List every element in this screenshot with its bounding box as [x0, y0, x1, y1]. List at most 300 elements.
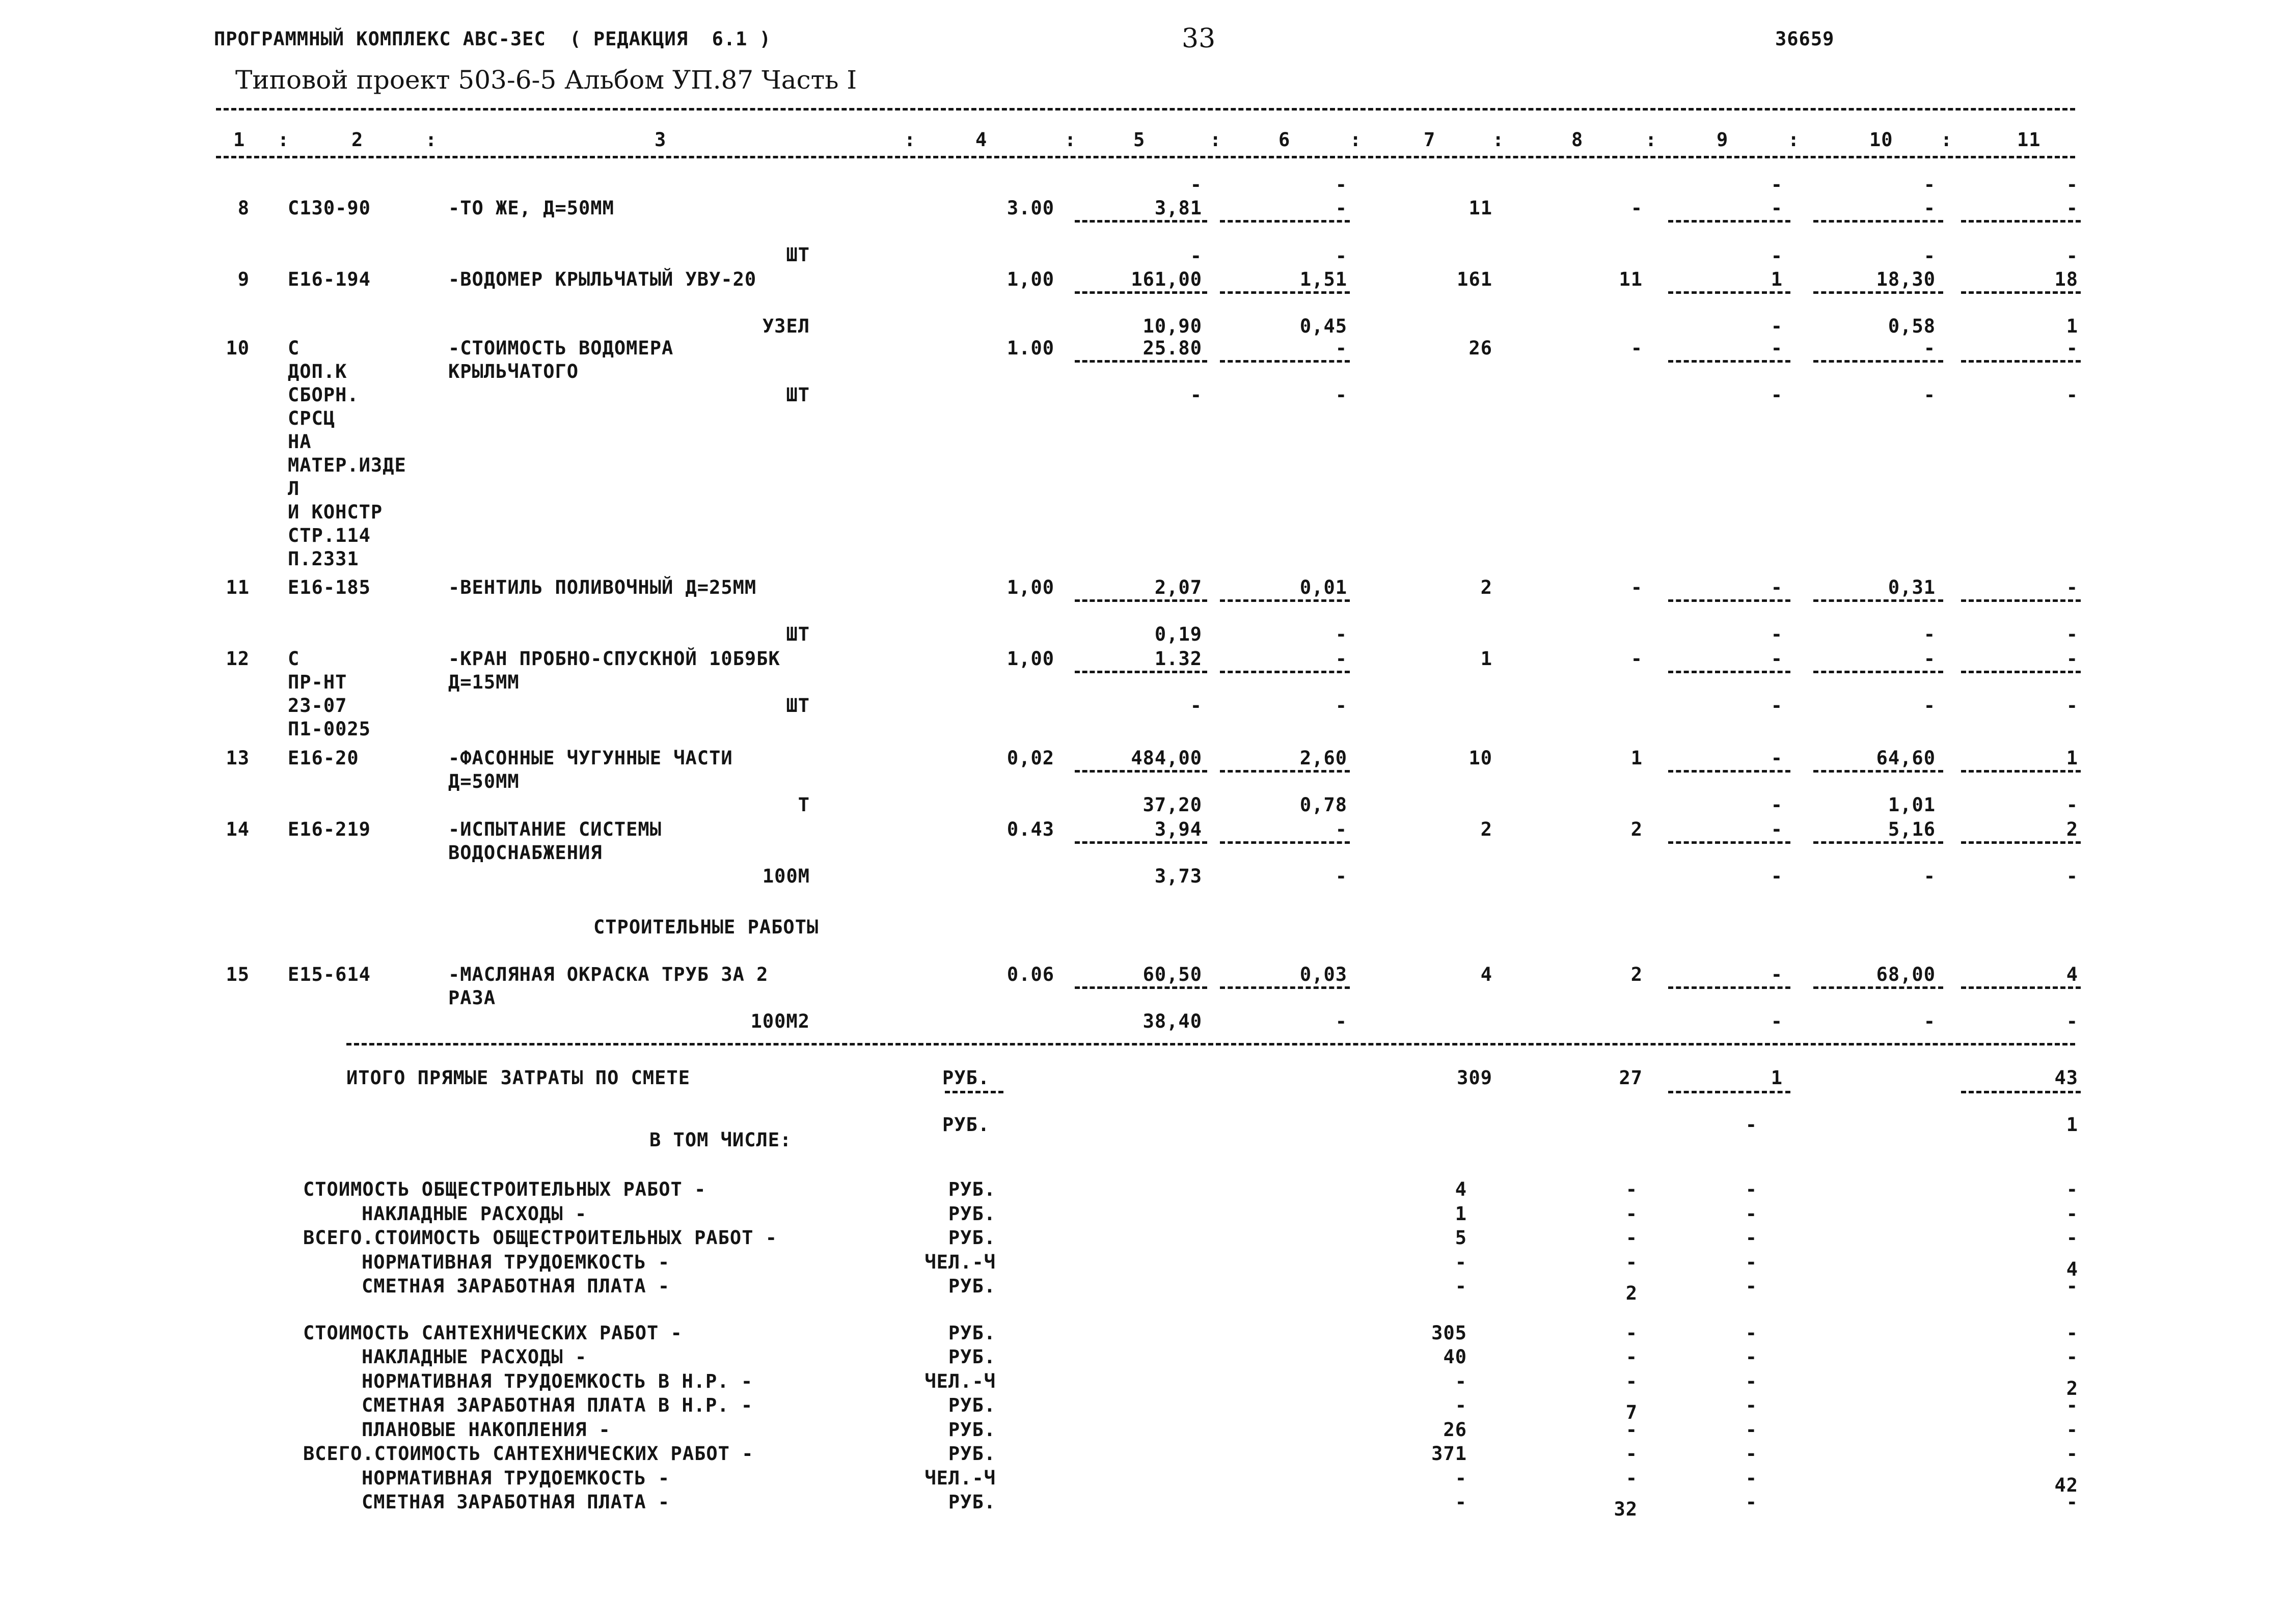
row-col8: 2: [1630, 818, 1643, 840]
row-code: СТР.114: [288, 525, 371, 546]
column-header-8: 8: [1571, 129, 1584, 151]
row-col7: 2: [1480, 576, 1492, 598]
row-col6: 0,01: [1299, 576, 1347, 598]
row-description: -МАСЛЯНАЯ ОКРАСКА ТРУБ ЗА 2: [448, 964, 769, 985]
row-rule-col6: [1220, 220, 1350, 223]
row-code: П1-0025: [288, 718, 371, 740]
row-unit: ШТ: [786, 623, 810, 645]
row-rule-col10: [1813, 360, 1943, 363]
row-col7: 11: [1468, 197, 1492, 219]
row-col7: 2: [1480, 818, 1492, 840]
row-top-col10: -: [1923, 174, 1936, 196]
row-description: РАЗА: [448, 987, 496, 1009]
total-col8: 27: [1619, 1067, 1643, 1089]
row-description: -ВОДОМЕР КРЫЛЬЧАТЫЙ УВУ-20: [448, 268, 757, 290]
row-code: ПР-НТ: [288, 671, 347, 693]
row-rule-col5: [1075, 220, 1207, 223]
summary-unit: РУБ.: [948, 1346, 996, 1368]
summary-col7: 26: [1443, 1418, 1467, 1441]
section-title: СТРОИТЕЛЬНЫЕ РАБОТЫ: [593, 916, 819, 938]
row-code: СРСЦ: [288, 407, 336, 429]
summary-col11: -: [2066, 1227, 2078, 1249]
row-code: С: [288, 648, 300, 670]
row-number: 15: [226, 964, 250, 985]
row-rule-col11: [1961, 220, 2081, 223]
row-description: -СТОИМОСТЬ ВОДОМЕРА: [448, 337, 674, 359]
row-quantity: 0.43: [1006, 818, 1054, 840]
row-top-col11: -: [2066, 174, 2078, 196]
summary-col9: -: [1745, 1227, 1757, 1249]
row-col10-second: 1,01: [1888, 794, 1936, 816]
row-col9-second: -: [1771, 865, 1783, 887]
header-rule-top: [216, 108, 2075, 111]
row-description: ВОДОСНАБЖЕНИЯ: [448, 842, 603, 864]
row-col5-second: 3,73: [1154, 865, 1202, 887]
row-quantity: 1,00: [1006, 576, 1054, 598]
row-col5-second: 0,19: [1154, 623, 1202, 645]
row-col10-second: -: [1923, 695, 1936, 717]
summary-label: НАКЛАДНЫЕ РАСХОДЫ -: [362, 1202, 587, 1225]
total-col7: 309: [1457, 1067, 1492, 1089]
summary-unit: РУБ.: [948, 1491, 996, 1513]
row-description: -ИСПЫТАНИЕ СИСТЕМЫ: [448, 818, 662, 840]
row-number: 13: [226, 747, 250, 769]
summary-label: ВСЕГО.СТОИМОСТЬ САНТЕХНИЧЕСКИХ РАБОТ -: [303, 1443, 754, 1465]
row-rule-col5: [1075, 770, 1207, 773]
column-separator: :: [1788, 129, 1800, 151]
row-col10: 0,31: [1888, 576, 1936, 598]
total-rule-col9: [1668, 1091, 1790, 1093]
summary-col8: 7: [1625, 1401, 1638, 1423]
row-code: И КОНСТР: [288, 501, 383, 523]
row-col6-second: -: [1335, 384, 1347, 406]
row-rule-col6: [1220, 770, 1350, 773]
row-code: СБОРН.: [288, 384, 359, 406]
summary-col8: -: [1625, 1178, 1638, 1200]
row-col7: 4: [1480, 964, 1492, 985]
row-top-col5: -: [1190, 245, 1202, 267]
summary-col7: 305: [1431, 1322, 1467, 1344]
row-description: -ТО ЖЕ, Д=50ММ: [448, 197, 614, 219]
summary-col9: -: [1745, 1178, 1757, 1200]
row-col6: -: [1335, 648, 1347, 670]
row-col11: -: [2066, 197, 2078, 219]
row-col9: -: [1771, 747, 1783, 769]
summary-col9: -: [1745, 1443, 1757, 1465]
row-col6-second: -: [1335, 1010, 1347, 1032]
row-rule-col11: [1961, 986, 2081, 989]
row-rule-col10: [1813, 770, 1943, 773]
summary-col9: -: [1745, 1370, 1757, 1392]
row-rule-col10: [1813, 220, 1943, 223]
row-rule-col9: [1668, 599, 1790, 602]
column-separator: :: [1645, 129, 1657, 151]
summary-col8: -: [1625, 1202, 1638, 1225]
row-col9-second: -: [1771, 794, 1783, 816]
row-col8: -: [1630, 648, 1643, 670]
row-top-col6: -: [1335, 174, 1347, 196]
column-header-9: 9: [1717, 129, 1729, 151]
summary-col11: -: [2066, 1443, 2078, 1465]
total-col11: 43: [2054, 1067, 2078, 1089]
row-rule-col5: [1075, 599, 1207, 602]
summary-col8: -: [1625, 1346, 1638, 1368]
column-separator: :: [904, 129, 916, 151]
column-header-7: 7: [1424, 129, 1436, 151]
row-quantity: 0.06: [1006, 964, 1054, 985]
row-col7: 1: [1480, 648, 1492, 670]
row-col8: 1: [1630, 747, 1643, 769]
summary-col7: -: [1455, 1394, 1467, 1416]
summary-col11: -: [2066, 1178, 2078, 1200]
row-quantity: 1,00: [1006, 648, 1054, 670]
row-code: МАТЕР.ИЗДЕ: [288, 454, 406, 476]
row-number: 14: [226, 818, 250, 840]
summary-col9: -: [1745, 1202, 1757, 1225]
row-col9-second: -: [1771, 315, 1783, 337]
page-subtitle: Типовой проект 503-6-5 Альбом УП.87 Часть I: [235, 65, 857, 95]
column-header-11: 11: [2017, 129, 2041, 151]
summary-col11: 42: [2054, 1474, 2078, 1496]
summary-col11: -: [2066, 1394, 2078, 1416]
row-rule-col5: [1075, 671, 1207, 673]
row-col10: -: [1923, 648, 1936, 670]
summary-col11: 2: [2066, 1377, 2078, 1399]
column-header-5: 5: [1133, 129, 1146, 151]
row-rule-col11: [1961, 671, 2081, 673]
row-col10: -: [1923, 197, 1936, 219]
row-rule-col5: [1075, 841, 1207, 844]
column-header-2: 2: [351, 129, 364, 151]
row-rule-col9: [1668, 841, 1790, 844]
row-rule-col5: [1075, 291, 1207, 294]
row-top-col9: -: [1771, 174, 1783, 196]
summary-col11: -: [2066, 1275, 2078, 1297]
summary-label: СМЕТНАЯ ЗАРАБОТНАЯ ПЛАТА -: [362, 1491, 670, 1513]
summary-label: ПЛАНОВЫЕ НАКОПЛЕНИЯ -: [362, 1418, 611, 1441]
row-number: 11: [226, 576, 250, 598]
row-code: Е16-194: [288, 268, 371, 290]
row-col10-second: -: [1923, 865, 1936, 887]
row-col5: 484,00: [1131, 747, 1202, 769]
row-rule-col11: [1961, 770, 2081, 773]
row-col6: -: [1335, 818, 1347, 840]
summary-col7: 40: [1443, 1346, 1467, 1368]
doc-number: 36659: [1775, 28, 1835, 50]
total-col11-second: 1: [2066, 1114, 2078, 1136]
row-col8: -: [1630, 337, 1643, 359]
row-col6: 2,60: [1299, 747, 1347, 769]
row-col5: 25.80: [1142, 337, 1202, 359]
row-unit: ШТ: [786, 244, 810, 266]
summary-col8: 2: [1625, 1282, 1638, 1304]
row-rule-col10: [1813, 599, 1943, 602]
row-col11-second: -: [2066, 623, 2078, 645]
row-rule-col6: [1220, 986, 1350, 989]
row-col7: 26: [1468, 337, 1492, 359]
column-separator: :: [1941, 129, 1953, 151]
row-col6: 0,03: [1299, 964, 1347, 985]
row-description: КРЫЛЬЧАТОГО: [448, 361, 579, 382]
summary-col11: -: [2066, 1346, 2078, 1368]
column-separator: :: [425, 129, 438, 151]
row-col11-second: -: [2066, 384, 2078, 406]
summary-label: СМЕТНАЯ ЗАРАБОТНАЯ ПЛАТА В Н.Р. -: [362, 1394, 753, 1416]
row-col5: 161,00: [1131, 268, 1202, 290]
row-col11: -: [2066, 337, 2078, 359]
total-col9-second: -: [1745, 1114, 1757, 1136]
summary-label: НАКЛАДНЫЕ РАСХОДЫ -: [362, 1346, 587, 1368]
summary-unit: РУБ.: [948, 1418, 996, 1441]
row-col11-second: 1: [2066, 315, 2078, 337]
row-quantity: 3.00: [1006, 197, 1054, 219]
summary-unit: РУБ.: [948, 1322, 996, 1344]
row-col10: 18,30: [1876, 268, 1936, 290]
row-col11-second: -: [2066, 1010, 2078, 1032]
summary-col11: -: [2066, 1322, 2078, 1344]
summary-col8: -: [1625, 1443, 1638, 1465]
row-rule-col6: [1220, 360, 1350, 363]
row-col10: 68,00: [1876, 964, 1936, 985]
summary-unit: РУБ.: [948, 1202, 996, 1225]
row-number: 8: [237, 197, 250, 219]
row-col5-second: -: [1190, 384, 1202, 406]
row-rule-col6: [1220, 841, 1350, 844]
row-col6-second: 0,78: [1299, 794, 1347, 816]
row-col11: 4: [2066, 964, 2078, 985]
summary-col7: -: [1455, 1370, 1467, 1392]
row-rule-col11: [1961, 360, 2081, 363]
summary-unit: ЧЕЛ.-Ч: [924, 1251, 996, 1273]
row-code: НА: [288, 431, 312, 453]
row-col8: -: [1630, 576, 1643, 598]
summary-unit: ЧЕЛ.-Ч: [924, 1370, 996, 1392]
row-code: Е15-614: [288, 964, 371, 985]
row-col6-second: 0,45: [1299, 315, 1347, 337]
row-col11-second: -: [2066, 865, 2078, 887]
row-rule-col6: [1220, 599, 1350, 602]
row-col9: 1: [1771, 268, 1783, 290]
total-rule-col11: [1961, 1091, 2081, 1093]
column-header-1: 1: [233, 129, 246, 151]
summary-unit: РУБ.: [948, 1178, 996, 1200]
row-code: Е16-20: [288, 747, 359, 769]
row-rule-col10: [1813, 671, 1943, 673]
row-description: Д=50ММ: [448, 770, 520, 792]
summary-col7: -: [1455, 1251, 1467, 1273]
summary-col9: -: [1745, 1346, 1757, 1368]
row-code: С: [288, 337, 300, 359]
row-rule-col9: [1668, 220, 1790, 223]
summary-col9: -: [1745, 1322, 1757, 1344]
summary-col7: 1: [1455, 1202, 1467, 1225]
page-number: 33: [1182, 23, 1216, 54]
summary-label: СТОИМОСТЬ ОБЩЕСТРОИТЕЛЬНЫХ РАБОТ -: [303, 1178, 706, 1200]
row-col9-second: -: [1771, 384, 1783, 406]
row-col9: -: [1771, 337, 1783, 359]
column-header-3: 3: [655, 129, 667, 151]
summary-col8: -: [1625, 1322, 1638, 1344]
row-number: 12: [226, 648, 250, 670]
total-unit-second: РУБ.: [942, 1114, 990, 1136]
row-col11: 2: [2066, 818, 2078, 840]
row-rule-col10: [1813, 986, 1943, 989]
row-col11: -: [2066, 648, 2078, 670]
summary-col7: -: [1455, 1467, 1467, 1489]
row-code: Е16-185: [288, 576, 371, 598]
summary-col8: -: [1625, 1227, 1638, 1249]
row-rule-col9: [1668, 770, 1790, 773]
row-col6: -: [1335, 337, 1347, 359]
row-col6: 1,51: [1299, 268, 1347, 290]
summary-col8: -: [1625, 1251, 1638, 1273]
summary-col11: -: [2066, 1491, 2078, 1513]
row-rule-col9: [1668, 291, 1790, 294]
row-code: Л: [288, 478, 300, 500]
row-unit: 100М2: [750, 1010, 810, 1032]
row-col5: 3,81: [1154, 197, 1202, 219]
row-col10-second: -: [1923, 384, 1936, 406]
row-code: П.2331: [288, 548, 359, 570]
column-separator: :: [1065, 129, 1077, 151]
column-separator: :: [1492, 129, 1505, 151]
row-rule-col11: [1961, 841, 2081, 844]
summary-label: НОРМАТИВНАЯ ТРУДОЕМКОСТЬ -: [362, 1251, 670, 1273]
column-separator: :: [278, 129, 290, 151]
row-code: ДОП.К: [288, 361, 347, 382]
row-rule-col11: [1961, 291, 2081, 294]
row-col10: 5,16: [1888, 818, 1936, 840]
row-code: Е16-219: [288, 818, 371, 840]
row-unit: Т: [798, 794, 810, 816]
total-label: ИТОГО ПРЯМЫЕ ЗАТРАТЫ ПО СМЕТЕ: [346, 1067, 691, 1089]
row-col9: -: [1771, 818, 1783, 840]
row-top-col6: -: [1335, 245, 1347, 267]
row-description: Д=15ММ: [448, 671, 520, 693]
total-col9: 1: [1771, 1067, 1783, 1089]
summary-col9: -: [1745, 1418, 1757, 1441]
row-quantity: 0,02: [1006, 747, 1054, 769]
summary-col8: -: [1625, 1418, 1638, 1441]
row-rule-col9: [1668, 671, 1790, 673]
row-col10: -: [1923, 337, 1936, 359]
row-col5: 60,50: [1142, 964, 1202, 985]
row-col9: -: [1771, 576, 1783, 598]
row-rule-col6: [1220, 291, 1350, 294]
summary-col7: -: [1455, 1275, 1467, 1297]
total-unit: РУБ.: [942, 1067, 990, 1089]
row-rule-col9: [1668, 360, 1790, 363]
row-col11: 18: [2054, 268, 2078, 290]
row-rule-col10: [1813, 841, 1943, 844]
row-col6-second: -: [1335, 695, 1347, 717]
row-col11-second: -: [2066, 695, 2078, 717]
row-col5-second: 38,40: [1142, 1010, 1202, 1032]
row-top-col9: -: [1771, 245, 1783, 267]
row-rule-col5: [1075, 360, 1207, 363]
summary-col8: 32: [1614, 1498, 1638, 1520]
summary-unit: РУБ.: [948, 1275, 996, 1297]
summary-col11: -: [2066, 1202, 2078, 1225]
row-col7: 161: [1457, 268, 1492, 290]
column-separator: :: [1210, 129, 1222, 151]
row-col5: 1.32: [1154, 648, 1202, 670]
row-col7: 10: [1468, 747, 1492, 769]
row-col10: 64,60: [1876, 747, 1936, 769]
summary-col7: 4: [1455, 1178, 1467, 1200]
row-col11-second: -: [2066, 794, 2078, 816]
summary-label: ВСЕГО.СТОИМОСТЬ ОБЩЕСТРОИТЕЛЬНЫХ РАБОТ -: [303, 1227, 778, 1249]
row-top-col5: -: [1190, 174, 1202, 196]
row-rule-col9: [1668, 986, 1790, 989]
summary-unit: РУБ.: [948, 1227, 996, 1249]
row-code: С130-90: [288, 197, 371, 219]
total-unit-rule: [945, 1091, 1003, 1093]
row-unit: 100М: [762, 865, 810, 887]
summary-unit: РУБ.: [948, 1394, 996, 1416]
summary-col11: 4: [2066, 1258, 2078, 1280]
row-col5-second: -: [1190, 695, 1202, 717]
row-col11: 1: [2066, 747, 2078, 769]
row-col10-second: -: [1923, 623, 1936, 645]
row-col8: 11: [1619, 268, 1643, 290]
row-description: -ВЕНТИЛЬ ПОЛИВОЧНЫЙ Д=25ММ: [448, 576, 757, 598]
column-header-10: 10: [1869, 129, 1893, 151]
summary-col7: -: [1455, 1491, 1467, 1513]
summary-col9: -: [1745, 1275, 1757, 1297]
row-rule-col5: [1075, 986, 1207, 989]
row-quantity: 1,00: [1006, 268, 1054, 290]
row-rule-col6: [1220, 671, 1350, 673]
row-unit: ШТ: [786, 384, 810, 406]
row-col9: -: [1771, 197, 1783, 219]
summary-col9: -: [1745, 1491, 1757, 1513]
row-col6: -: [1335, 197, 1347, 219]
column-header-4: 4: [975, 129, 988, 151]
summary-col11: -: [2066, 1418, 2078, 1441]
row-col9: -: [1771, 964, 1783, 985]
header-rule-bottom: [216, 156, 2075, 158]
row-quantity: 1.00: [1006, 337, 1054, 359]
summary-col7: 5: [1455, 1227, 1467, 1249]
summary-col9: -: [1745, 1394, 1757, 1416]
column-separator: :: [1350, 129, 1362, 151]
row-col9: -: [1771, 648, 1783, 670]
row-number: 9: [237, 268, 250, 290]
row-unit: УЗЕЛ: [762, 315, 810, 337]
row-col9-second: -: [1771, 695, 1783, 717]
row-number: 10: [226, 337, 250, 359]
program-header: ПРОГРАММНЫЙ КОМПЛЕКС АВС-3ЕС ( РЕДАКЦИЯ 6.1 ): [214, 28, 771, 50]
summary-label: СМЕТНАЯ ЗАРАБОТНАЯ ПЛАТА -: [362, 1275, 670, 1297]
summary-col8: -: [1625, 1467, 1638, 1489]
row-col5: 3,94: [1154, 818, 1202, 840]
summary-label: СТОИМОСТЬ САНТЕХНИЧЕСКИХ РАБОТ -: [303, 1322, 683, 1344]
summary-col9: -: [1745, 1467, 1757, 1489]
row-col6-second: -: [1335, 623, 1347, 645]
row-col8: -: [1630, 197, 1643, 219]
row-col10-second: -: [1923, 1010, 1936, 1032]
summary-label: НОРМАТИВНАЯ ТРУДОЕМКОСТЬ -: [362, 1467, 670, 1489]
row-description: -КРАН ПРОБНО-СПУСКНОЙ 10Б9БК: [448, 648, 780, 670]
including-heading: В ТОМ ЧИСЛЕ:: [649, 1129, 792, 1151]
row-col9-second: -: [1771, 623, 1783, 645]
row-rule-col11: [1961, 599, 2081, 602]
row-col5-second: 37,20: [1142, 794, 1202, 816]
row-col6-second: -: [1335, 865, 1347, 887]
column-header-6: 6: [1278, 129, 1291, 151]
total-rule: [346, 1043, 2075, 1045]
